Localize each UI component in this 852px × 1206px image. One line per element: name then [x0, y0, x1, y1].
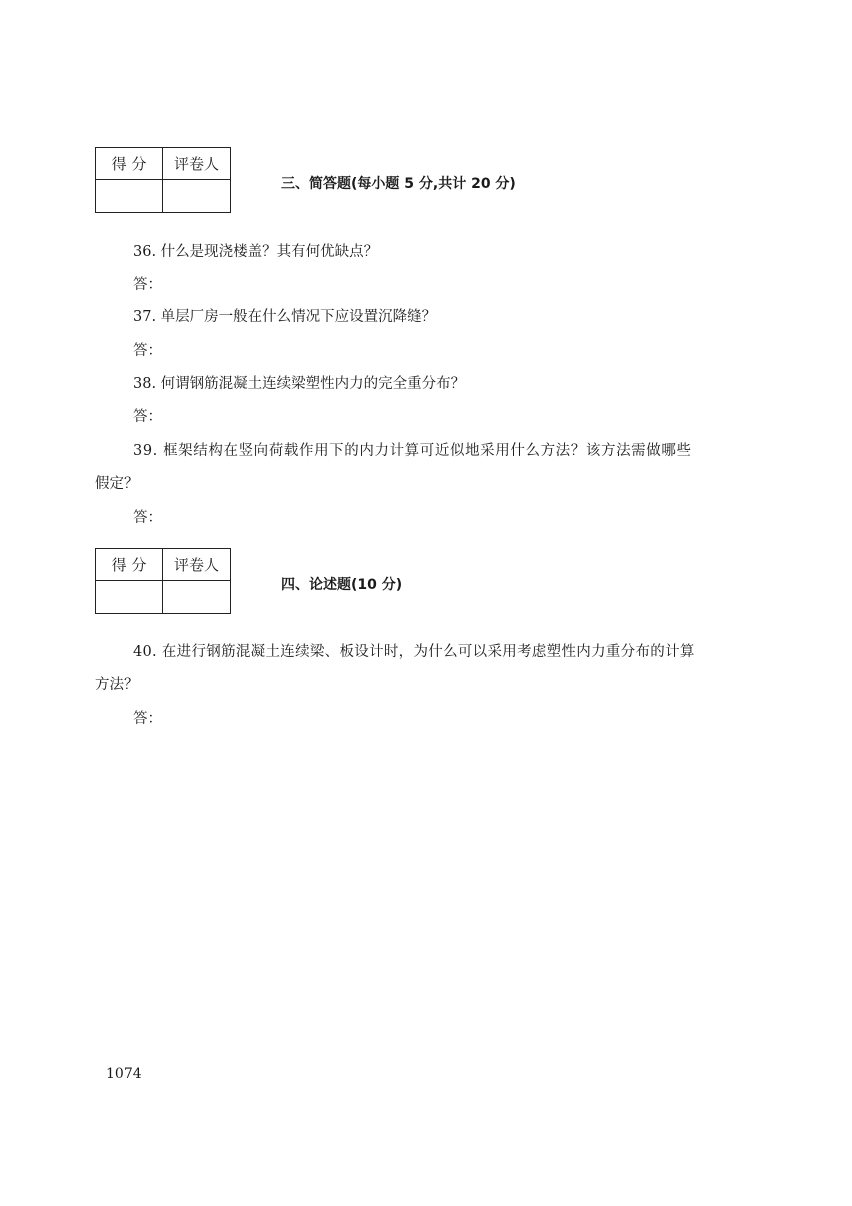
question-text: 36. 什么是现浇楼盖？其有何优缺点？	[133, 244, 379, 260]
grader-cell[interactable]	[163, 180, 231, 213]
question-text: 38. 何谓钢筋混凝土连续梁塑性内力的完全重分布？	[133, 376, 466, 392]
section-title: 三、简答题(每小题 5 分,共计 20 分)	[281, 176, 516, 192]
score-table	[95, 548, 231, 614]
grader-label: 评卷人	[163, 549, 231, 581]
answer-label: 答：	[133, 510, 162, 526]
section-title: 四、论述题(10 分)	[281, 577, 403, 593]
score-cell[interactable]	[96, 180, 163, 213]
score-label: 得 分	[96, 148, 163, 180]
answer-label: 答：	[133, 277, 162, 293]
grader-cell[interactable]	[163, 581, 231, 614]
question-text-continued: 假定？	[95, 476, 139, 492]
score-label: 得 分	[96, 549, 163, 581]
question-text-continued: 方法？	[95, 677, 139, 693]
answer-label: 答：	[133, 711, 162, 727]
answer-label: 答：	[133, 409, 162, 425]
score-table	[95, 147, 231, 213]
question-text: 37. 单层厂房一般在什么情况下应设置沉降缝？	[133, 309, 437, 325]
answer-label: 答：	[133, 343, 162, 359]
question-text: 39. 框架结构在竖向荷载作用下的内力计算可近似地采用什么方法？该方法需做哪些	[133, 443, 692, 459]
page-number: 1074	[106, 1066, 142, 1082]
question-text: 40. 在进行钢筋混凝土连续梁、板设计时，为什么可以采用考虑塑性内力重分布的计算	[133, 644, 695, 660]
grader-label: 评卷人	[163, 148, 231, 180]
score-cell[interactable]	[96, 581, 163, 614]
